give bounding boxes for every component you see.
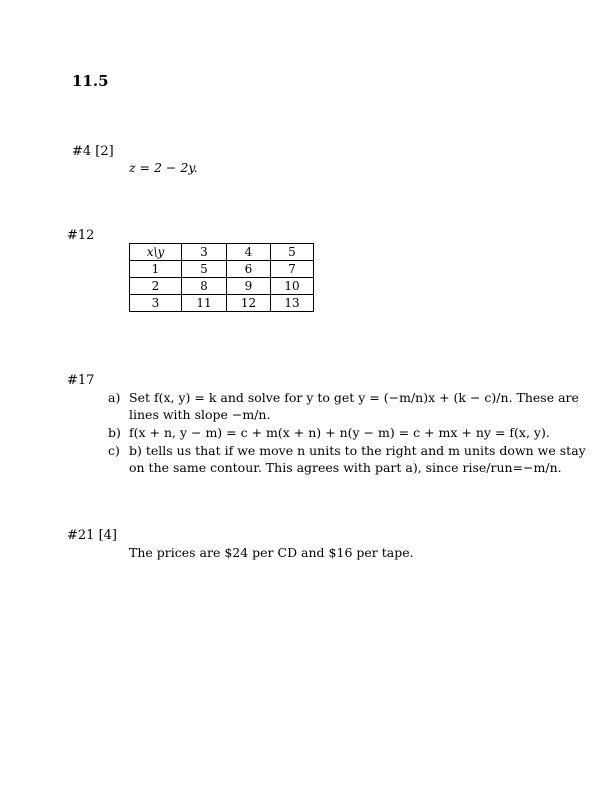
table-cell: 12 xyxy=(227,295,271,312)
part-a-line-1: Set f(x, y) = k and solve for y to get y = (−m/n)x + (k − c)/n. These are xyxy=(129,390,579,405)
problem-4-answer: z = 2 − 2y. xyxy=(129,160,198,175)
table-cell: 7 xyxy=(271,261,314,278)
problem-21-answer: The prices are $24 per CD and $16 per tape. xyxy=(129,545,414,560)
table-cell: 3 xyxy=(182,244,227,261)
table-cell: 5 xyxy=(182,261,227,278)
problem-17-label: #17 xyxy=(67,373,95,388)
table-cell: 11 xyxy=(182,295,227,312)
table-cell: 13 xyxy=(271,295,314,312)
problem-21-label: #21 [4] xyxy=(67,528,117,543)
table-cell: 9 xyxy=(227,278,271,295)
table-cell: 10 xyxy=(271,278,314,295)
part-c-line-1: b) tells us that if we move n units to the right and m units down we stay xyxy=(129,443,586,458)
table-cell: 2 xyxy=(130,278,182,295)
part-c-line-2: on the same contour. This agrees with part a), since rise/run=−m/n. xyxy=(129,460,562,475)
part-b-line-1: f(x + n, y − m) = c + m(x + n) + n(y − m) = c + mx + ny = f(x, y). xyxy=(129,425,550,440)
table-row xyxy=(130,244,314,261)
problem-4-label: #4 [2] xyxy=(72,144,114,159)
table-cell: 5 xyxy=(271,244,314,261)
table-cell: 3 xyxy=(130,295,182,312)
table-row xyxy=(130,278,314,295)
part-b-marker: b) xyxy=(108,425,121,440)
table-cell: 4 xyxy=(227,244,271,261)
table-cell: 6 xyxy=(227,261,271,278)
table-row xyxy=(130,295,314,312)
problem-12-label: #12 xyxy=(67,228,95,243)
part-a-marker: a) xyxy=(108,390,121,405)
table-cell: 1 xyxy=(130,261,182,278)
table-cell: 8 xyxy=(182,278,227,295)
part-a-line-2: lines with slope −m/n. xyxy=(129,407,271,422)
table-row xyxy=(130,261,314,278)
value-table xyxy=(129,243,314,312)
section-title: 11.5 xyxy=(72,72,109,90)
part-c-marker: c) xyxy=(108,443,120,458)
table-cell: x\y xyxy=(130,244,182,261)
